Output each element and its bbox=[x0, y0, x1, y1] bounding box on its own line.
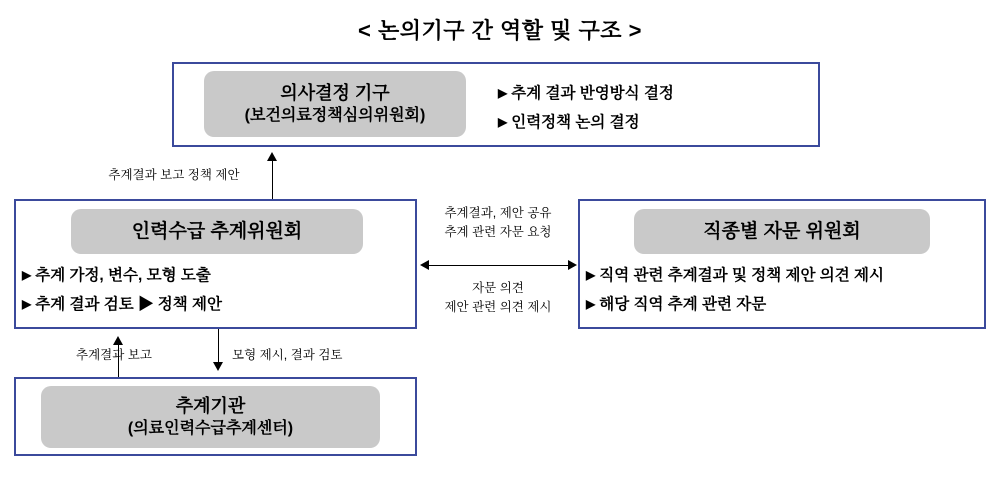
triangle-bullet-icon: ▶ bbox=[586, 297, 596, 312]
triangle-bullet-icon: ▶ bbox=[22, 268, 32, 282]
triangle-bullet-icon: ▶ bbox=[498, 115, 508, 130]
arrowhead-down-icon bbox=[213, 362, 223, 371]
estimation-bullet-row bbox=[22, 261, 222, 290]
advisory-bullet-row bbox=[586, 261, 884, 290]
connector-advisory-top-label-1: 추계결과, 제안 공유 bbox=[444, 206, 552, 220]
decision-body-bullets bbox=[498, 79, 674, 138]
advisory-committee-bullets bbox=[586, 261, 884, 320]
decision-body-title-line2: (보건의료정책심의위원회) bbox=[244, 107, 426, 125]
estimation-bullet-row bbox=[22, 290, 222, 319]
decision-bullet-row bbox=[498, 79, 674, 108]
estimation-agency-title-line2: (의료인력수급추계센터) bbox=[127, 420, 294, 438]
triangle-bullet-icon: ▶ bbox=[498, 86, 508, 100]
connector-committee-advisory-line bbox=[428, 265, 568, 266]
decision-bullet-text: 인력정책 논의 결정 bbox=[511, 114, 640, 132]
connector-committee-to-agency-label: 모형 제시, 결과 검토 bbox=[232, 348, 343, 362]
estimation-agency-pill bbox=[41, 386, 380, 448]
advisory-committee-pill bbox=[634, 209, 930, 254]
connector-committee-to-decision-label: 추계결과 보고 정책 제안 bbox=[108, 168, 240, 182]
connector-agency-to-committee-label: 추계결과 보고 bbox=[76, 348, 152, 362]
advisory-bullet-text: 해당 직역 추계 관련 자문 bbox=[599, 296, 767, 314]
estimation-bullet-text: 추계 가정, 변수, 모형 도출 bbox=[35, 267, 211, 284]
arrowhead-up-icon bbox=[113, 336, 123, 345]
connector-committee-to-decision-line bbox=[272, 160, 273, 199]
decision-bullet-text: 추계 결과 반영방식 결정 bbox=[511, 85, 674, 102]
connector-committee-to-agency-line bbox=[218, 329, 219, 363]
arrowhead-right-icon bbox=[568, 260, 577, 270]
estimation-committee-pill bbox=[71, 209, 363, 254]
arrowhead-left-icon bbox=[420, 260, 429, 270]
estimation-committee-title: 인력수급 추계위원회 bbox=[131, 220, 303, 242]
advisory-committee-title: 직종별 자문 위원회 bbox=[703, 220, 861, 242]
triangle-bullet-icon: ▶ bbox=[586, 268, 596, 282]
estimation-agency-title-line1: 추계기관 bbox=[175, 395, 246, 416]
advisory-bullet-row bbox=[586, 290, 884, 319]
estimation-bullet-text: 추계 결과 검토 ▶ 정책 제안 bbox=[35, 296, 222, 314]
decision-body-title-line1: 의사결정 기구 bbox=[280, 82, 390, 103]
arrowhead-up-icon bbox=[267, 152, 277, 161]
decision-body-pill bbox=[204, 71, 466, 137]
triangle-bullet-icon: ▶ bbox=[22, 297, 32, 312]
advisory-bullet-text: 직역 관련 추계결과 및 정책 제안 의견 제시 bbox=[599, 267, 884, 284]
estimation-committee-bullets bbox=[22, 261, 222, 320]
diagram-title: < 논의기구 간 역할 및 구조 > bbox=[358, 18, 642, 43]
connector-advisory-bottom-label-2: 제안 관련 의견 제시 bbox=[444, 300, 552, 314]
connector-advisory-bottom-label-1: 자문 의견 bbox=[472, 281, 524, 295]
connector-advisory-top-label-2: 추계 관련 자문 요청 bbox=[444, 225, 552, 239]
decision-bullet-row bbox=[498, 108, 674, 137]
